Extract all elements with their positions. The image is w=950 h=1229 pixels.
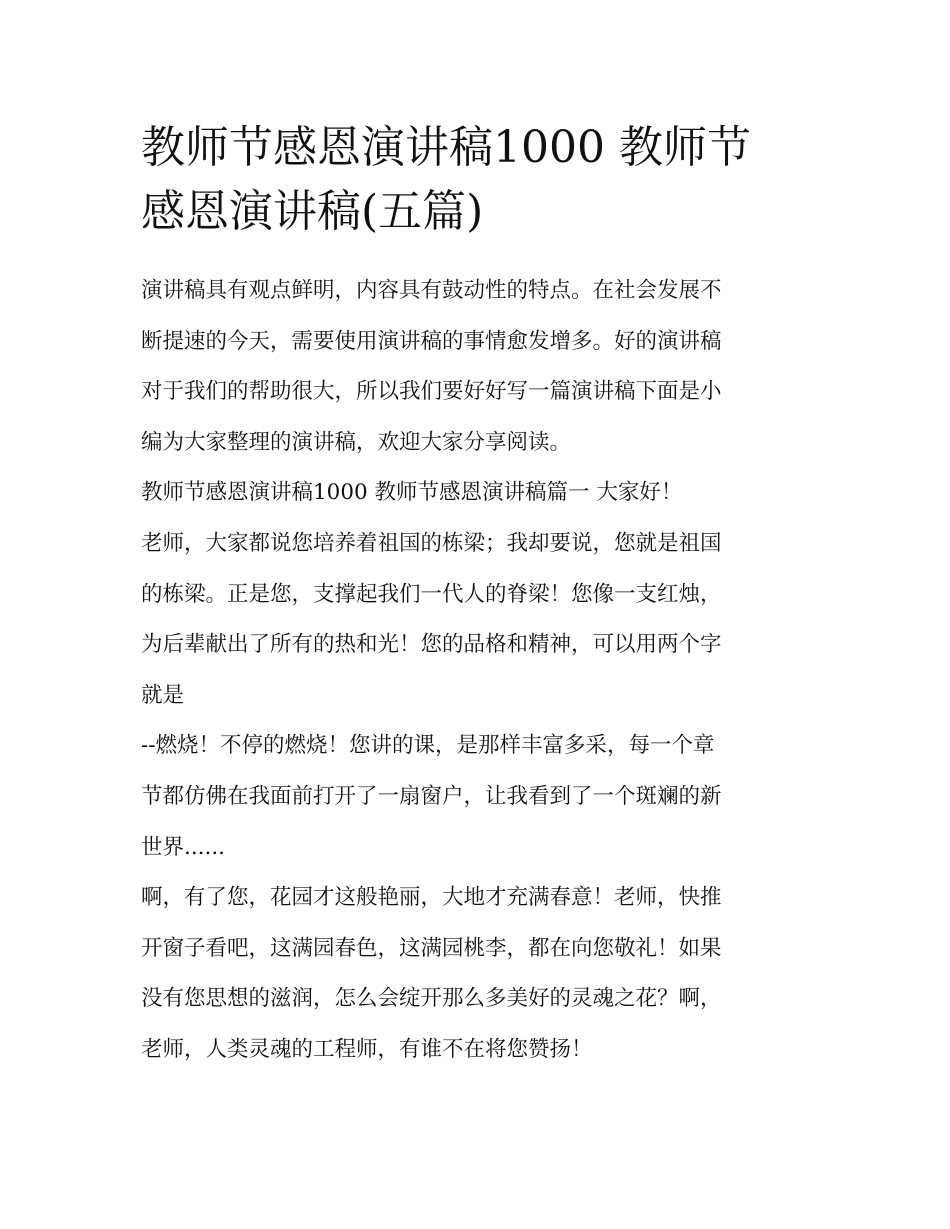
text-line: 为后辈献出了所有的热和光！您的品格和精神，可以用两个字 (141, 632, 722, 658)
title-line: 教师节感恩演讲稿1000 教师节 (141, 122, 751, 173)
text-line: 老师，人类灵魂的工程师，有谁不在将您赞扬！ (141, 1036, 593, 1062)
body-paragraph (141, 873, 813, 1075)
text-line: 世界...... (141, 834, 226, 860)
text-line: 编为大家整理的演讲稿，欢迎大家分享阅读。 (141, 429, 572, 455)
body-paragraph (141, 721, 813, 873)
text-line: 教师节感恩演讲稿1000 教师节感恩演讲稿篇一 大家好！ (141, 480, 683, 506)
body-paragraph (141, 519, 813, 721)
text-line: 节都仿佛在我面前打开了一扇窗户，让我看到了一个斑斓的新 (141, 783, 722, 809)
section-heading-paragraph (141, 468, 813, 519)
text-line: 开窗子看吧，这满园春色，这满园桃李，都在向您敬礼！如果 (141, 935, 722, 961)
text-line: 老师，大家都说您培养着祖国的栋梁；我却要说，您就是祖国 (141, 530, 722, 556)
text-line: 演讲稿具有观点鲜明，内容具有鼓动性的特点。在社会发展不 (141, 278, 722, 303)
text-line: 的栋梁。正是您，支撑起我们一代人的脊梁！您像一支红烛， (141, 581, 722, 607)
text-line: 啊，有了您，花园才这般艳丽，大地才充满春意！老师，快推 (141, 885, 722, 911)
text-line: 对于我们的帮助很大，所以我们要好好写一篇演讲稿下面是小 (141, 379, 722, 405)
intro-paragraph (141, 266, 813, 468)
text-line: 就是 (141, 682, 185, 708)
text-line: --燃烧！不停的燃烧！您讲的课，是那样丰富多采，每一个章 (141, 733, 715, 759)
text-line: 没有您思想的滋润，怎么会绽开那么多美好的灵魂之花？啊， (141, 986, 722, 1012)
document-content (141, 116, 813, 1076)
text-line: 断提速的今天，需要使用演讲稿的事情愈发增多。好的演讲稿 (141, 328, 722, 354)
document-title (141, 116, 813, 244)
title-line: 感恩演讲稿(五篇) (141, 186, 484, 237)
